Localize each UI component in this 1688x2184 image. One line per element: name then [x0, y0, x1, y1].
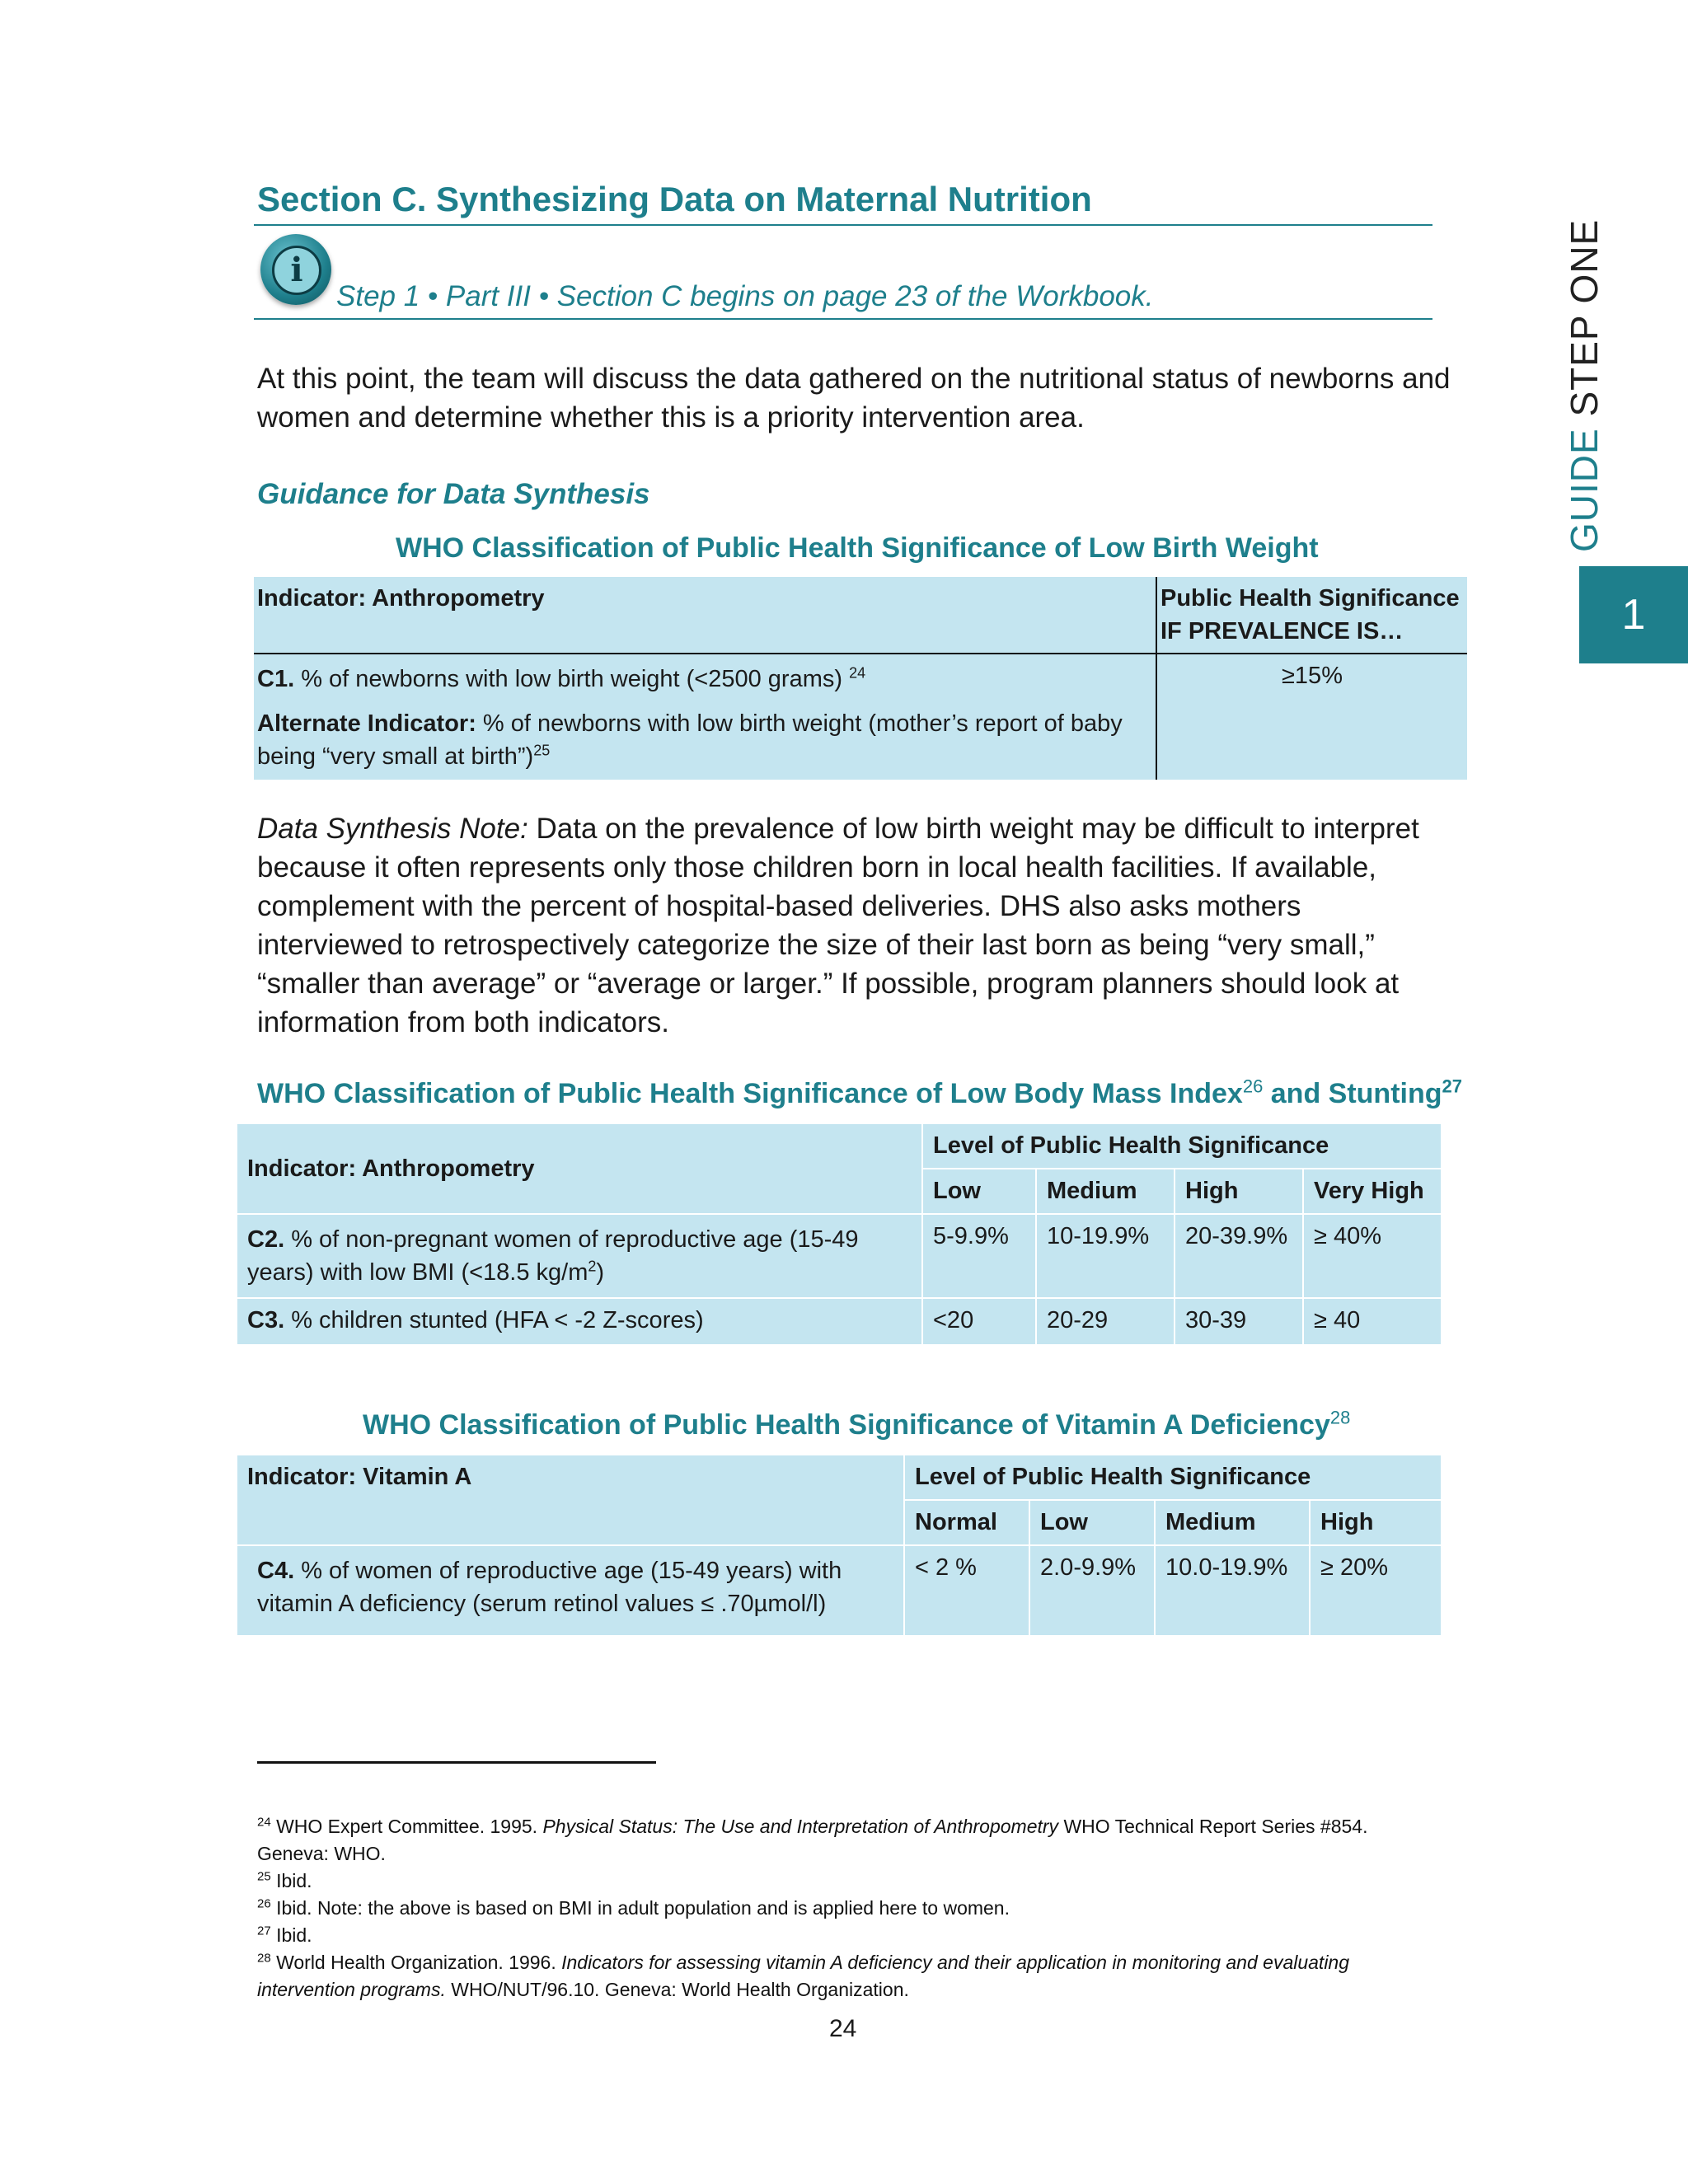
side-tab-number: 1	[1579, 566, 1688, 663]
table-cell: 20-29	[1036, 1298, 1175, 1344]
footnote-text: Ibid.	[270, 1870, 312, 1891]
synthesis-note-text: Data on the prevalence of low birth weight may be difficult to interpret because it often represents only those children born in local health facilities. If available, complement with the percent of hospital-based deliveries. DHS also asks mothers interviewed to retrospectively categorize the size of their last born as being “very small,” “smaller than average” or “average or larger.” If possible, program planners should look at information from both indicators.	[257, 813, 1419, 1038]
table3-row-c4	[237, 1545, 1441, 1635]
table3-title-ref-28: 28	[1329, 1407, 1351, 1428]
footnotes	[257, 1813, 1428, 2004]
footnote-28	[257, 1949, 1428, 2004]
side-tab-label	[1562, 219, 1606, 552]
page-number: 24	[829, 2015, 857, 2042]
table2-group-header: Level of Public Health Significance	[922, 1124, 1441, 1169]
footnote-27	[257, 1922, 1428, 1949]
table2-title-a: WHO Classification of Public Health Significance of Low Body Mass Index	[257, 1078, 1243, 1109]
table-cell: ≥ 40	[1314, 1307, 1361, 1333]
table-cell: ≥ 40%	[1303, 1214, 1441, 1298]
table1-header-row	[254, 577, 1467, 654]
guidance-heading: Guidance for Data Synthesis	[257, 478, 650, 510]
footnote-number: 25	[257, 1869, 271, 1884]
alt-label: Alternate Indicator:	[257, 710, 476, 737]
table3-level-low: Low	[1029, 1500, 1155, 1545]
table3-level-medium: Medium	[1155, 1500, 1310, 1545]
table1-indicator-cell	[254, 654, 1156, 780]
side-tab-step: STEP ONE	[1563, 218, 1606, 429]
table2-row-c2	[237, 1214, 1441, 1298]
table1-alternate	[257, 707, 1152, 773]
table3-group-header: Level of Public Health Significance	[904, 1455, 1441, 1500]
c1-text: % of newborns with low birth weight (<2500 grams)	[294, 666, 850, 692]
table2-level-medium: Medium	[1036, 1169, 1175, 1214]
table2-level-high: High	[1175, 1169, 1303, 1214]
table-low-birth-weight	[254, 577, 1467, 780]
table1-col1-header: Indicator: Anthropometry	[254, 577, 1156, 654]
table3-title-text: WHO Classification of Public Health Significance of Vitamin A Deficiency	[363, 1409, 1330, 1441]
footnote-25	[257, 1868, 1428, 1895]
table2-title	[257, 1078, 1462, 1110]
footnote-text: Ibid.	[270, 1924, 312, 1946]
table3-level-high: High	[1310, 1500, 1441, 1545]
table-cell: 20-39.9%	[1175, 1214, 1303, 1298]
synthesis-note	[257, 809, 1452, 1042]
table-cell: 10.0-19.9%	[1155, 1545, 1310, 1635]
c1-label: C1.	[257, 666, 295, 692]
table3-c4-indicator	[237, 1545, 904, 1635]
table-bmi-stunting	[237, 1124, 1441, 1344]
table-cell: ≥ 20%	[1320, 1554, 1389, 1581]
table2-title-ref-26: 26	[1242, 1076, 1264, 1097]
synthesis-note-label: Data Synthesis Note:	[257, 813, 528, 845]
side-tab-guide: GUIDE	[1563, 428, 1606, 552]
footnote-text: WHO/NUT/96.10. Geneva: World Health Organization.	[445, 1979, 909, 2000]
table3-level-normal: Normal	[904, 1500, 1029, 1545]
table-vitamin-a	[237, 1455, 1441, 1635]
table1-value: ≥15%	[1282, 663, 1343, 689]
step-note: Step 1 • Part III • Section C begins on page 23 of the Workbook.	[336, 280, 1154, 312]
section-title: Section C. Synthesizing Data on Maternal Nutrition	[257, 180, 1092, 218]
footnote-text: World Health Organization. 1996.	[270, 1952, 562, 1973]
footnote-text: WHO Technical Report Series #854. Geneva: WHO.	[257, 1816, 1368, 1864]
table1-title: WHO Classification of Public Health Significance of Low Birth Weight	[396, 532, 1319, 564]
table-cell: <20	[922, 1298, 1036, 1344]
intro-paragraph: At this point, the team will discuss the data gathered on the nutritional status of newborns and women and determine whether this is a priority intervention area.	[257, 363, 1451, 434]
footnote-number: 24	[257, 1815, 271, 1830]
c3-label: C3.	[247, 1307, 285, 1333]
table2-level-low: Low	[922, 1169, 1036, 1214]
table3-title	[363, 1409, 1350, 1441]
table-cell: 5-9.9%	[922, 1214, 1036, 1298]
c3-text: % children stunted (HFA < -2 Z-scores)	[284, 1307, 704, 1333]
footnote-separator	[257, 1761, 656, 1764]
table3-col1-header: Indicator: Vitamin A	[237, 1455, 904, 1545]
c2-tail: )	[596, 1259, 605, 1286]
c1-footnote-ref: 24	[849, 664, 866, 682]
step-note-rule	[254, 318, 1432, 320]
c2-text: % of non-pregnant women of reproductive age (15-49 years) with low BMI (<18.5 kg/m	[247, 1226, 859, 1286]
title-rule	[254, 224, 1432, 226]
alt-text: % of newborns with low birth weight (mother’s report of baby being “very small at birth”)	[257, 710, 1123, 770]
footnote-24	[257, 1813, 1428, 1868]
c2-superscript: 2	[588, 1258, 597, 1275]
table2-col1-header: Indicator: Anthropometry	[237, 1124, 922, 1214]
footnote-text: Ibid. Note: the above is based on BMI in adult population and is applied here to women.	[270, 1897, 1010, 1919]
footnote-italic: Physical Status: The Use and Interpretation of Anthropometry	[542, 1816, 1059, 1837]
table2-c3-indicator	[237, 1298, 922, 1344]
footnote-number: 28	[257, 1951, 271, 1966]
info-icon: i	[260, 234, 331, 305]
table1-col2-header	[1156, 577, 1467, 654]
footnote-26	[257, 1895, 1428, 1922]
footnote-number: 27	[257, 1924, 271, 1938]
table1-c1	[257, 663, 1152, 696]
table2-row-c3	[237, 1298, 1441, 1344]
table2-level-very-high: Very High	[1303, 1169, 1441, 1214]
c4-text: % of women of reproductive age (15-49 years) with vitamin A deficiency (serum retinol values ≤ .70µmol/l)	[257, 1558, 842, 1617]
table-cell: 2.0-9.9%	[1029, 1545, 1155, 1635]
table-cell: < 2 %	[904, 1545, 1029, 1635]
table-cell: 30-39	[1175, 1298, 1303, 1344]
footnote-text: WHO Expert Committee. 1995.	[270, 1816, 543, 1837]
table2-c2-indicator	[237, 1214, 922, 1298]
c4-label: C4.	[257, 1558, 295, 1584]
footnote-number: 26	[257, 1896, 271, 1911]
table1-col2-header-line1: Public Health Significance	[1160, 585, 1460, 612]
table1-row	[254, 654, 1467, 780]
table2-title-ref-27: 27	[1442, 1076, 1462, 1097]
c2-label: C2.	[247, 1226, 285, 1253]
table2-title-b: and Stunting	[1263, 1078, 1442, 1109]
table3-header-row1	[237, 1455, 1441, 1500]
alt-footnote-ref: 25	[533, 742, 551, 759]
table-cell: 10-19.9%	[1036, 1214, 1175, 1298]
footnote-italic: Indicators for assessing vitamin A deficiency and their application in monitoring and evaluating intervention programs.	[257, 1952, 1350, 2000]
table1-col2-header-line2: IF PREVALENCE IS…	[1160, 618, 1404, 644]
table2-header-row1	[237, 1124, 1441, 1169]
